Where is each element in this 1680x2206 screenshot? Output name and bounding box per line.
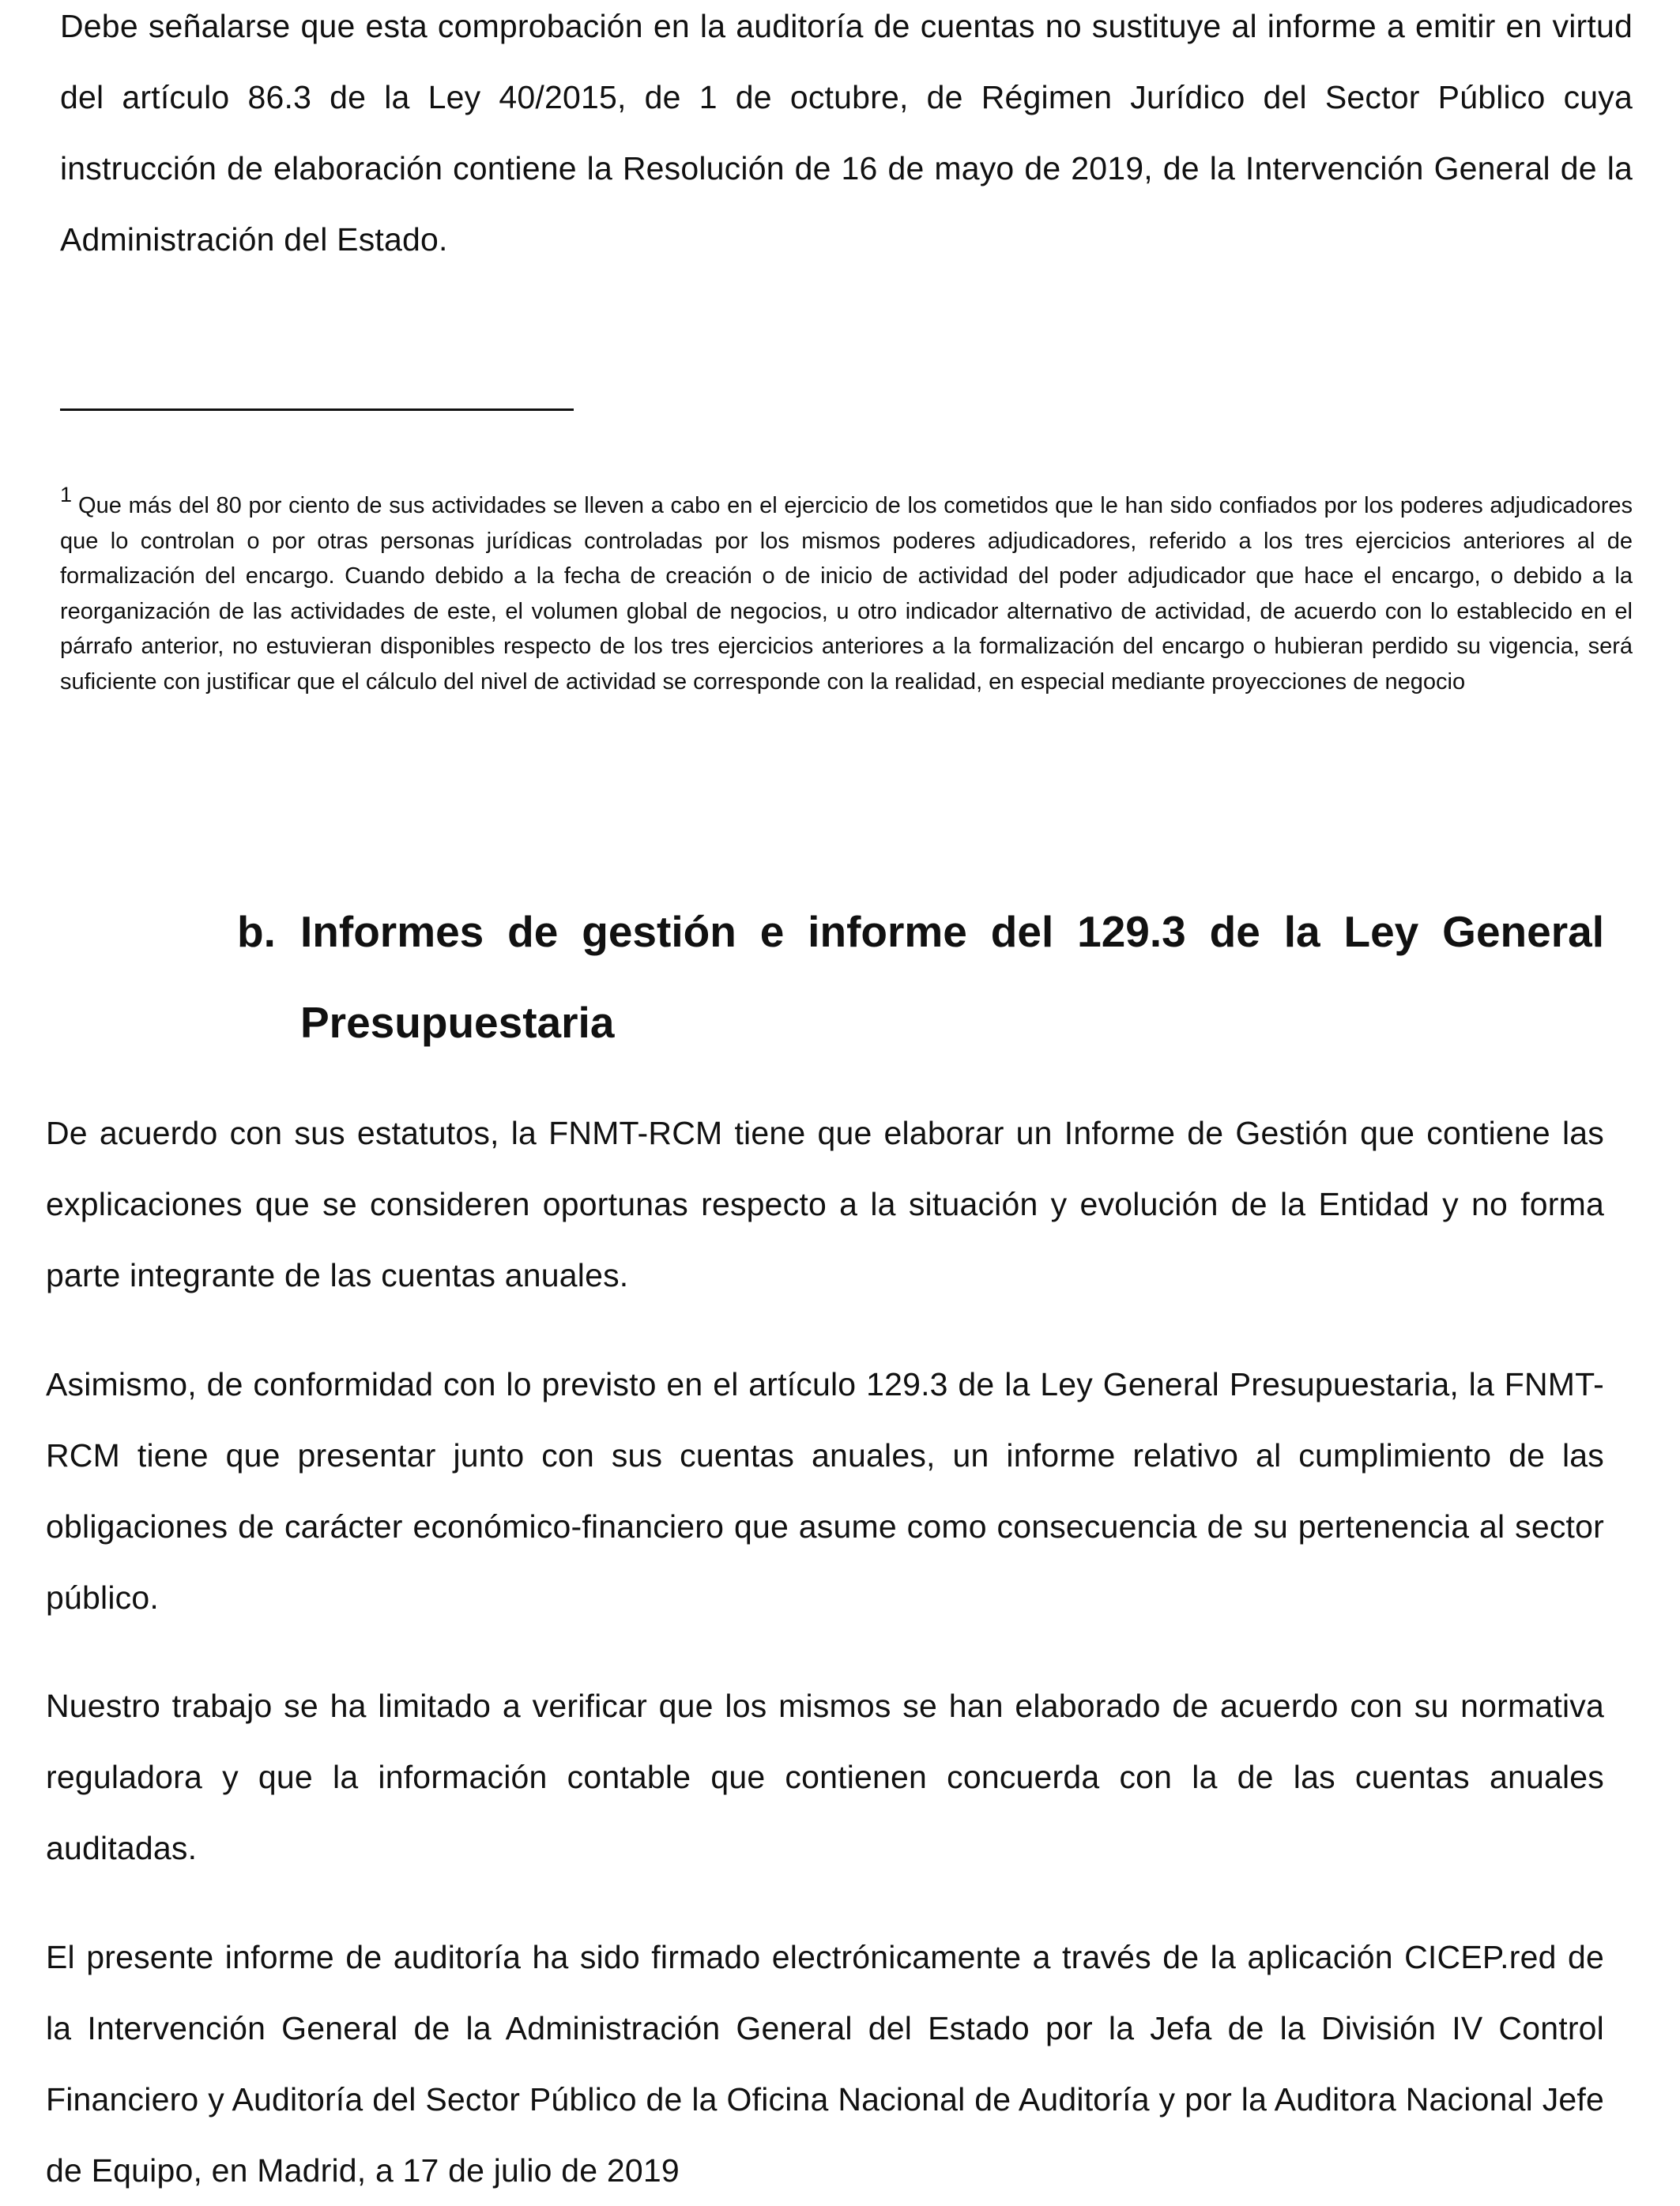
footnote-separator: [60, 408, 574, 411]
footnote-marker: 1: [60, 483, 73, 506]
section-heading: [237, 887, 1604, 1068]
section-heading-text: Informes de gestión e informe del 129.3 de la Ley General Presupuestaria: [300, 907, 1604, 1047]
section-heading-letter: b.: [237, 907, 276, 956]
paragraph-article-129: Asimismo, de conformidad con lo previsto en el artículo 129.3 de la Ley General Presupuestaria, la FNMT-RCM tiene que presentar junto con sus cuentas anuales, un informe relativo al cumplimiento de las obligaciones de carácter económico-financiero que asume como consecuencia de su pertenencia al sector público.: [46, 1366, 1604, 1616]
paragraph-signature: El presente informe de auditoría ha sido firmado electrónicamente a través de la aplicación CICEP.red de la Intervención General de la Administración General del Estado por la Jefa de la División IV Control Financiero y Auditoría del Sector Público de la Oficina Nacional de Auditoría y por la Auditora Nacional Jefe de Equipo, en Madrid, a 17 de julio de 2019: [46, 1939, 1604, 2189]
footnote-text: Que más del 80 por ciento de sus actividades se lleven a cabo en el ejercicio de los cometidos que le han sido confiados por los poderes adjudicadores que lo controlan o por otras personas jurídicas controladas por los mismos poderes adjudicadores, referido a los tres ejercicios anteriores al de formalización del encargo. Cuando debido a la fecha de creación o de inicio de actividad del poder adjudicador que hace el encargo, o debido a la reorganización de las actividades de este, el volumen global de negocios, u otro indicador alternativo de actividad, de acuerdo con lo establecido en el párrafo anterior, no estuvieran disponibles respecto de los tres ejercicios anteriores a la formalización del encargo o hubieran perdido su vigencia, será suficiente con justificar que el cálculo del nivel de actividad se corresponde con la realidad, en especial mediante proyecciones de negocio: [60, 493, 1633, 695]
footnote: [60, 483, 1633, 699]
intro-paragraph: Debe señalarse que esta comprobación en la auditoría de cuentas no sustituye al informe a emitir en virtud del artículo 86.3 de la Ley 40/2015, de 1 de octubre, de Régimen Jurídico del Sector Público cuya instrucción de elaboración contiene la Resolución de 16 de mayo de 2019, de la Intervención General de la Administración del Estado.: [60, 8, 1633, 258]
paragraph-scope-of-work: Nuestro trabajo se ha limitado a verificar que los mismos se han elaborado de acuerdo con su normativa reguladora y que la información contable que contienen concuerda con la de las cuentas anuales auditadas.: [46, 1688, 1604, 1866]
paragraph-management-report: De acuerdo con sus estatutos, la FNMT-RCM tiene que elaborar un Informe de Gestión que contiene las explicaciones que se consideren oportunas respecto a la situación y evolución de la Entidad y no forma parte integrante de las cuentas anuales.: [46, 1115, 1604, 1293]
